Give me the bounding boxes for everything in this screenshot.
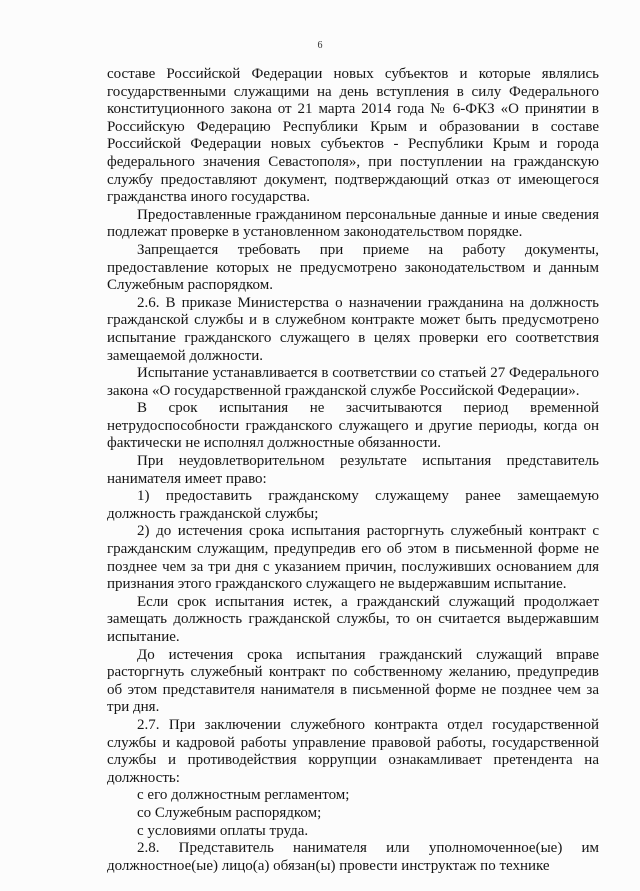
list-item: с условиями оплаты труда. — [137, 822, 309, 839]
paragraph: При неудовлетворительном результате испытания представитель нанимателя имеет право: — [107, 453, 599, 487]
document-body — [107, 66, 599, 875]
section-paragraph-2-7: 2.7. При заключении служебного контракта отдел государственной службы и кадровой работы управление правовой работы, государственной службы и противодействия коррупции ознакамливает претендента на должность: — [107, 716, 599, 786]
paragraph: Если срок испытания истек, а гражданский служащий продолжает замещать должность гражданской службы, то он считается выдержавшим испытание. — [107, 593, 599, 645]
paragraph: Испытание устанавливается в соответствии со статьей 27 Федерального закона «О государственной гражданской службе Российской Федерации». — [107, 365, 599, 399]
paragraph: Предоставленные гражданином персональные данные и иные сведения подлежат проверке в установленном законодательством порядке. — [107, 206, 599, 241]
paragraph: Запрещается требовать при приеме на работу документы, предоставление которых не предусмотрено законодательством и данным Служебным распорядком. — [107, 241, 599, 294]
section-paragraph-2-8: 2.8. Представитель нанимателя или уполномоченное(ые) им должностное(ые) лицо(а) обязан(ы) провести инструктаж по технике — [107, 840, 599, 874]
paragraph: До истечения срока испытания гражданский служащий вправе расторгнуть служебный контракт по собственному желанию, предупредив об этом представителя нанимателя в письменной форме не позднее чем за три дня. — [107, 646, 599, 716]
list-item: 1) предоставить гражданскому служащему ранее замещаемую должность гражданской службы; — [107, 488, 599, 522]
list-item: с его должностным регламентом; — [137, 787, 350, 804]
list-item: 2) до истечения срока испытания расторгнуть служебный контракт с гражданским служащим, предупредив его об этом в письменной форме не позднее чем за три дня с указанием причин, послуживших основанием для признания этого гражданского служащего не выдержавшим испытание. — [107, 523, 599, 593]
page-number: 6 — [317, 40, 323, 51]
paragraph: В срок испытания не засчитываются период временной нетрудоспособности гражданского служащего и другие периоды, когда он фактически не исполнял должностные обязанности. — [107, 400, 599, 452]
section-paragraph-2-6: 2.6. В приказе Министерства о назначении гражданина на должность гражданской службы и в служебном контракте может быть предусмотрено испытание гражданского служащего в целях проверки его соответствия замещаемой должности. — [107, 294, 599, 364]
list-item: со Служебным распорядком; — [137, 804, 322, 821]
paragraph: составе Российской Федерации новых субъектов и которые являлись государственными служащими на день вступления в силу Федерального конституционного закона от 21 марта 2014 года № 6-ФКЗ «О принятии в Российскую Федерацию Республики Крым и образовании в составе Российской Федерации новых субъектов - Республики Крым и города федерального значения Севастополя», при поступлении на гражданскую службу предоставляют документ, подтверждающий отказ от имеющегося гражданства иного государства. — [107, 66, 599, 206]
